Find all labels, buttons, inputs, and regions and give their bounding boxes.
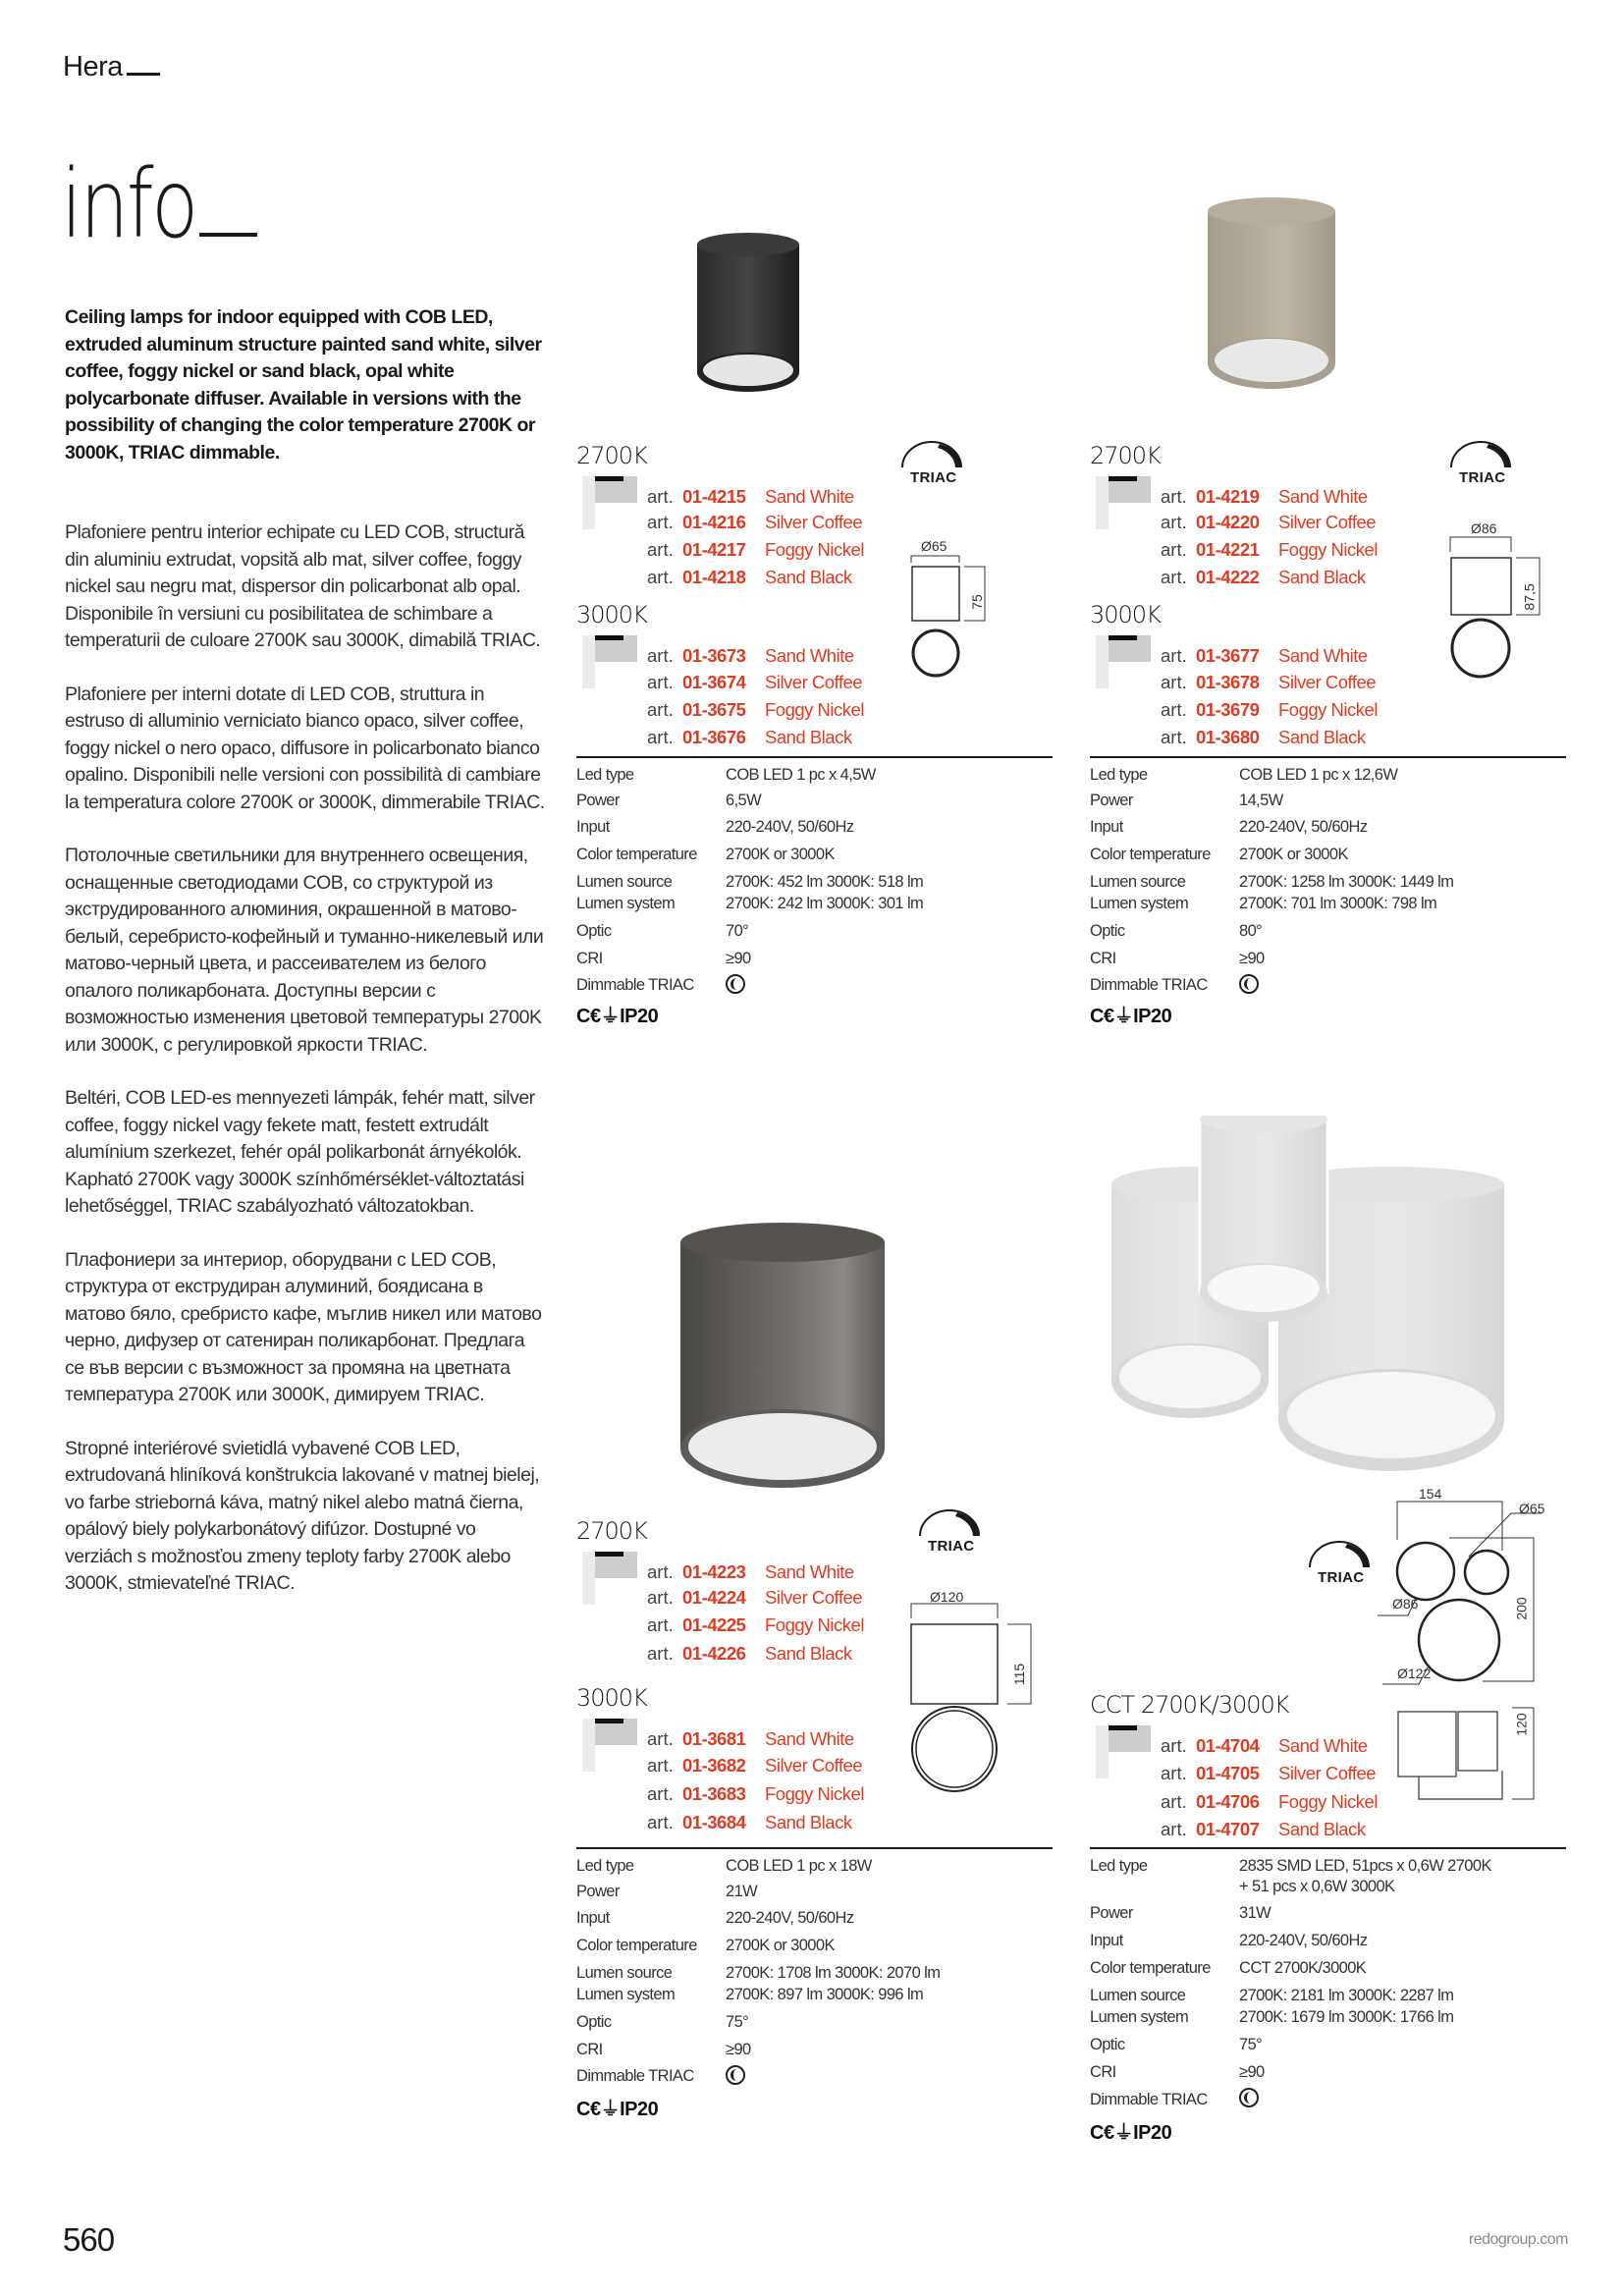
- dimmable-icon: [1239, 974, 1259, 994]
- triac-dimming-icon: TRIAC: [1449, 440, 1514, 491]
- article-row: art. 01-4707 Sand Black: [1161, 1819, 1366, 1839]
- dimension-height: 87,5: [1521, 583, 1538, 611]
- description-en: Ceiling lamps for indoor equipped with COB LED, extruded aluminum structure painted sand white, silver coffee, foggy nickel or sand black, opal white polycarbonate diffuser. Available in versions with the possibility of changing the color temperature 2700K or 3000K, TRIAC dimmable.: [65, 306, 542, 464]
- brand-name: Hera: [63, 51, 123, 82]
- temp-label-2700k: 2700K: [1090, 442, 1161, 469]
- dimension-small-diameter: Ø65: [1519, 1501, 1545, 1516]
- article-row: art. 01-4216 Silver Coffee: [647, 512, 863, 532]
- dimension-diameter: Ø65: [921, 538, 947, 554]
- dimmable-icon: [726, 2065, 745, 2085]
- dimmable-icon: [726, 974, 745, 994]
- page-title-text: info: [61, 149, 196, 259]
- dimmable-icon: [1239, 2088, 1259, 2107]
- certification-marks: C€⏚IP20: [1090, 1006, 1172, 1027]
- article-row: art. 01-4706 Foggy Nickel: [1161, 1791, 1378, 1812]
- article-row: art. 01-4221 Foggy Nickel: [1161, 539, 1378, 560]
- ceiling-mount-icon: [1096, 635, 1151, 688]
- article-row: art. 01-4220 Silver Coffee: [1161, 512, 1377, 532]
- article-row: art. 01-4218 Sand Black: [647, 567, 852, 587]
- temp-label-3000k: 3000K: [576, 1684, 647, 1712]
- ceiling-mount-icon: [582, 476, 637, 529]
- ceiling-mount-icon: [1096, 1725, 1151, 1778]
- brand-underline: [127, 73, 160, 76]
- article-row: art. 01-3673 Sand White: [647, 645, 854, 666]
- temp-label-2700k: 2700K: [576, 442, 647, 469]
- dimension-large-diameter: Ø122: [1397, 1666, 1432, 1681]
- article-row: art. 01-3677 Sand White: [1161, 645, 1368, 666]
- article-row: art. 01-3680 Sand Black: [1161, 727, 1366, 747]
- dimension-diameter: Ø120: [930, 1589, 964, 1605]
- product-image-sand-white-triple: [1106, 1116, 1538, 1479]
- dimension-medium-diameter: Ø86: [1392, 1596, 1419, 1612]
- temp-label-cct: CCT 2700K/3000K: [1090, 1691, 1289, 1719]
- dimension-drawing: [1375, 1483, 1571, 1817]
- description-ro: Plafoniere pentru interior echipate cu LED COB, structură din aluminiu extrudat, vopsită alb mat, silver coffee, foggy nickel sau negru mat, dispersor din policarbonat alb opal. Disponibile în versiuni cu posibilitatea de schimbare a temperaturii de culoare 2700K sau 3000K, dimabilă TRIAC.: [65, 521, 541, 651]
- spec-table: Led type COB LED 1 pc x 4,5W Power 6,5W Input 220-240V, 50/60Hz Color temperature 2700K or 3000K Lumen source 2700K: 452 lm 3000K: 518 lm Lumen system 2700K: 242 lm 3000K: 301 lm Optic 70° CRI ≥90 Dimmable TRIAC: [576, 766, 924, 994]
- article-row: art. 01-4704 Sand White: [1161, 1735, 1368, 1756]
- dimension-drawing: [910, 1603, 1038, 1799]
- triac-dimming-icon: TRIAC: [900, 440, 965, 491]
- spec-table: Led type 2835 SMD LED, 51pcs x 0,6W 2700K + 51 pcs x 0,6W 3000K Power 31W Input 220-240V, 50/60Hz Color temperature CCT 2700K/3000K Lumen source 2700K: 2181 lm 3000K: 2287 lm Lumen system 2700K: 1679 lm 3000K: 1766 lm Optic 75° CRI ≥90 Dimmable TRIAC: [1090, 1857, 1491, 2108]
- article-row: art. 01-4225 Foggy Nickel: [647, 1614, 864, 1635]
- section-divider: [576, 756, 1053, 758]
- temp-label-2700k: 2700K: [576, 1517, 647, 1545]
- description-column: [65, 304, 546, 1624]
- article-row: art. 01-3683 Foggy Nickel: [647, 1783, 864, 1804]
- section-divider: [1090, 1847, 1566, 1849]
- ceiling-mount-icon: [582, 635, 637, 688]
- article-row: art. 01-3678 Silver Coffee: [1161, 672, 1377, 692]
- description-bg: Плафониери за интериор, оборудвани с LED COB, структура от екструдиран алуминий, боядисана в матово бяло, сребристо кафе, мъглив никел или матово черно, дифузер от сатениран поликарбонат. Предлага се във версии с възможност за промяна на цветната температура 2700K или 3000K, димируем TRIAC.: [65, 1248, 542, 1405]
- title-underline: [199, 233, 257, 237]
- description-hu: Beltéri, COB LED-es mennyezeti lámpák, fehér matt, silver coffee, foggy nickel vagy fekete matt, festett extrudált alumínium szerkezet, fehér opál polikarbonát árnyékolók. Kapható 2700K vagy 3000K színhőmérséklet-változtatási lehetőséggel, TRIAC szabályozható változatokban.: [65, 1087, 535, 1217]
- triac-dimming-icon: TRIAC: [1308, 1540, 1373, 1591]
- temp-label-3000k: 3000K: [576, 601, 647, 629]
- article-row: art. 01-4226 Sand Black: [647, 1643, 852, 1664]
- description-ru: Потолочные светильники для внутреннего освещения, оснащенные светодиодами COB, со структурой из экструдированного алюминия, окрашенной в матово-белый, серебристо-кофейный и туманно-никелевый или матово-черный цвета, и рассеивателем из белого опалого поликарбоната. Доступны версии с возможностью изменения цветовой температуры 2700K или 3000K, с регулировкой яркости TRIAC.: [65, 845, 544, 1056]
- article-row: art. 01-4223 Sand White: [647, 1561, 854, 1582]
- product-image-sand-black: [689, 231, 807, 403]
- triac-dimming-icon: TRIAC: [918, 1508, 983, 1559]
- article-row: art. 01-4219 Sand White: [1161, 486, 1368, 507]
- article-row: art. 01-3682 Silver Coffee: [647, 1755, 863, 1776]
- dimension-diameter: Ø86: [1471, 520, 1497, 536]
- dimension-drawing: [910, 555, 989, 683]
- ceiling-mount-icon: [582, 1552, 637, 1605]
- website-link[interactable]: redogroup.com: [1468, 2231, 1568, 2248]
- certification-marks: C€⏚IP20: [576, 2099, 659, 2120]
- dimension-width: 154: [1419, 1486, 1442, 1502]
- dimension-height: 115: [1011, 1663, 1028, 1686]
- article-row: art. 01-4224 Silver Coffee: [647, 1587, 863, 1608]
- article-row: art. 01-4217 Foggy Nickel: [647, 539, 864, 560]
- article-row: art. 01-4222 Sand Black: [1161, 567, 1366, 587]
- ceiling-mount-icon: [1096, 476, 1151, 529]
- description-sk: Stropné interiérové svietidlá vybavené COB LED, extrudovaná hliníková konštrukcia lakované v matnej bielej, vo farbe strieborná káva, matný nikel alebo matná čierna, opálový biely polykarbonátový difúzor. Dostupné vo verziách s možnosťou zmeny teploty farby 2700K alebo 3000K, stmievateľné TRIAC.: [65, 1437, 540, 1594]
- article-row: art. 01-4705 Silver Coffee: [1161, 1763, 1377, 1783]
- section-divider: [1090, 756, 1566, 758]
- temp-label-3000k: 3000K: [1090, 601, 1161, 629]
- ceiling-mount-icon: [582, 1719, 637, 1772]
- article-row: art. 01-3674 Silver Coffee: [647, 672, 863, 692]
- product-image-foggy-nickel: [665, 1213, 900, 1498]
- page-title: [61, 149, 257, 259]
- dimension-height: 120: [1513, 1713, 1530, 1736]
- brand-title: [63, 51, 160, 83]
- article-row: art. 01-3679 Foggy Nickel: [1161, 699, 1378, 720]
- article-row: art. 01-3676 Sand Black: [647, 727, 852, 747]
- dimension-height: 75: [968, 594, 985, 610]
- section-divider: [576, 1847, 1053, 1849]
- product-image-silver-coffee: [1198, 191, 1345, 403]
- certification-marks: C€⏚IP20: [1090, 2122, 1172, 2144]
- article-row: art. 01-3675 Foggy Nickel: [647, 699, 864, 720]
- article-row: art. 01-3684 Sand Black: [647, 1812, 852, 1832]
- article-row: art. 01-3681 Sand White: [647, 1728, 854, 1749]
- description-it: Plafoniere per interni dotate di LED COB, struttura in estruso di alluminio verniciato bianco opaco, silver coffee, foggy nickel o nero opaco, diffusore in policarbonato bianco opalino. Disponibili nelle versioni con possibilità di cambiare la temperatura colore 2700K or 3000K, dimmerabile TRIAC.: [65, 683, 545, 813]
- article-row: art. 01-4215 Sand White: [647, 486, 854, 507]
- dimension-depth: 200: [1513, 1597, 1530, 1620]
- certification-marks: C€⏚IP20: [576, 1006, 659, 1027]
- page-number: 560: [63, 2221, 115, 2258]
- spec-table: Led type COB LED 1 pc x 12,6W Power 14,5W Input 220-240V, 50/60Hz Color temperature 2700K or 3000K Lumen source 2700K: 1258 lm 3000K: 1449 lm Lumen system 2700K: 701 lm 3000K: 798 lm Optic 80° CRI ≥90 Dimmable TRIAC: [1090, 766, 1454, 994]
- spec-table: Led type COB LED 1 pc x 18W Power 21W Input 220-240V, 50/60Hz Color temperature 2700K or 3000K Lumen source 2700K: 1708 lm 3000K: 2070 lm Lumen system 2700K: 897 lm 3000K: 996 lm Optic 75° CRI ≥90 Dimmable TRIAC: [576, 1857, 941, 2085]
